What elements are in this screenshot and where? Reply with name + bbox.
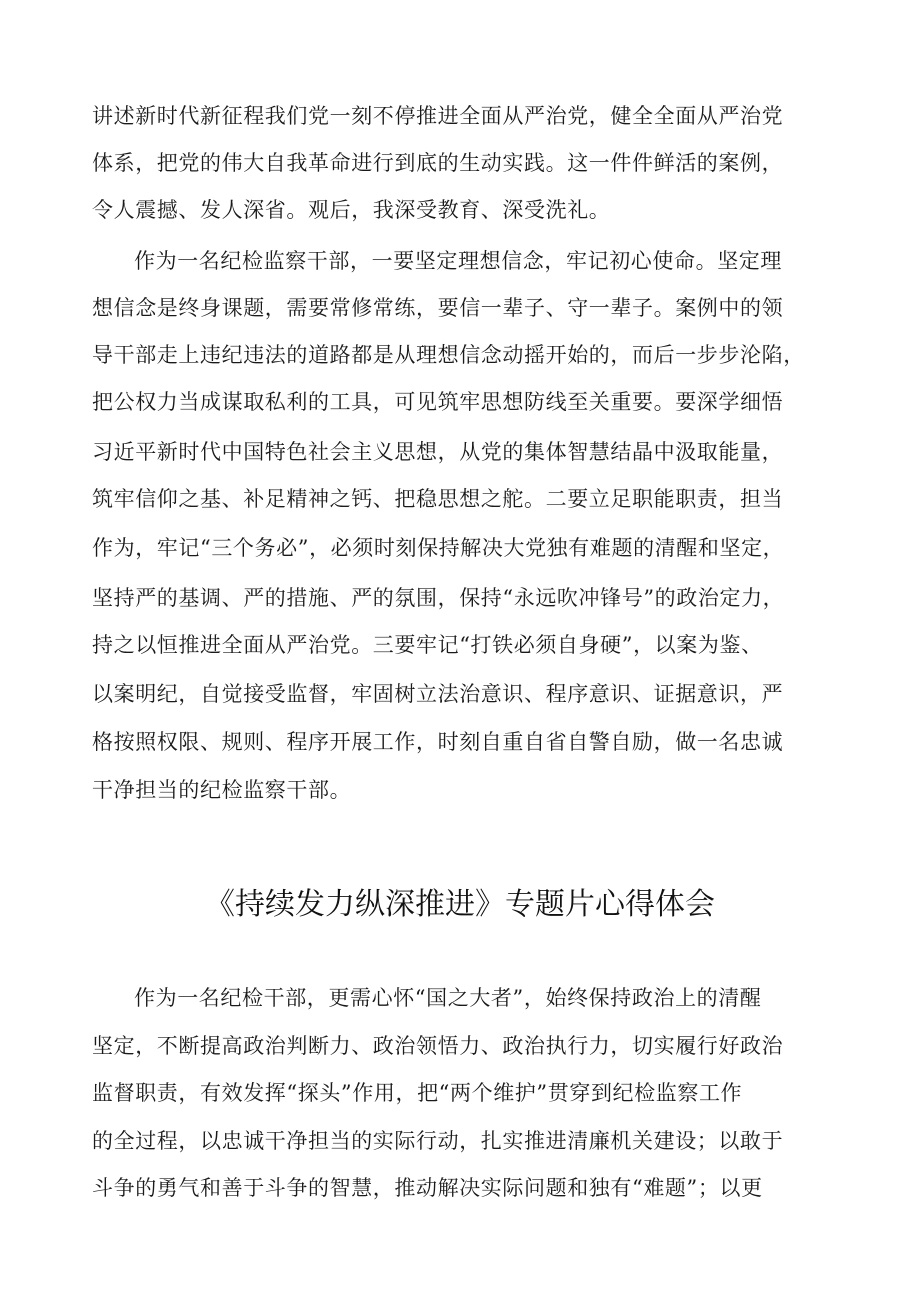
- paragraph-line: 坚持严的基调、严的措施、严的氛围，保持“永远吹冲锋号”的政治定力，: [92, 586, 785, 610]
- section-title: 《持续发力纵深推进》专题片心得体会: [205, 887, 715, 922]
- paragraph-line: 斗争的勇气和善于斗争的智慧，推动解决实际问题和独有“难题”；以更: [92, 1176, 763, 1200]
- paragraph-line: 作为一名纪检监察干部，一要坚定理想信念，牢记初心使命。坚定理: [134, 249, 782, 273]
- paragraph-line: 的全过程，以忠诚干净担当的实际行动，扎实推进清廉机关建设；以敢于: [92, 1129, 784, 1153]
- paragraph-line: 体系，把党的伟大自我革命进行到底的生动实践。这一件件鲜活的案例，: [92, 151, 784, 175]
- paragraph-line: 习近平新时代中国特色社会主义思想，从党的集体智慧结晶中汲取能量，: [92, 440, 784, 464]
- paragraph-line: 坚定，不断提高政治判断力、政治领悟力、政治执行力，切实履行好政治: [92, 1034, 784, 1058]
- paragraph-line: 作为一名纪检干部，更需心怀“国之大者”，始终保持政治上的清醒: [134, 986, 762, 1010]
- paragraph-line: 想信念是终身课题，需要常修常练，要信一辈子、守一辈子。案例中的领: [92, 296, 784, 320]
- paragraph-line: 持之以恒推进全面从严治党。三要牢记“打铁必须自身硬”，以案为鉴、: [92, 633, 763, 657]
- paragraph-line: 干净担当的纪检监察干部。: [92, 778, 352, 802]
- paragraph-line: 作为，牢记“三个务必”，必须时刻保持解决大党独有难题的清醒和坚定，: [92, 536, 785, 560]
- paragraph-line: 导干部走上违纪违法的道路都是从理想信念动摇开始的，而后一步步沦陷，: [92, 343, 805, 367]
- paragraph-line: 令人震撼、发人深省。观后，我深受教育、深受洗礼。: [92, 198, 611, 222]
- paragraph-line: 筑牢信仰之基、补足精神之钙、把稳思想之舵。二要立足职能职责，担当: [92, 487, 784, 511]
- paragraph-line: 监督职责，有效发挥“探头”作用，把“两个维护”贯穿到纪检监察工作: [92, 1081, 743, 1105]
- paragraph-line: 以案明纪，自觉接受监督，牢固树立法治意识、程序意识、证据意识，严: [92, 682, 784, 706]
- paragraph-line: 格按照权限、规则、程序开展工作，时刻自重自省自警自励，做一名忠诚: [92, 730, 784, 754]
- paragraph-line: 讲述新时代新征程我们党一刻不停推进全面从严治党，健全全面从严治党: [92, 104, 784, 128]
- paragraph-line: 把公权力当成谋取私利的工具，可见筑牢思想防线至关重要。要深学细悟: [92, 390, 784, 414]
